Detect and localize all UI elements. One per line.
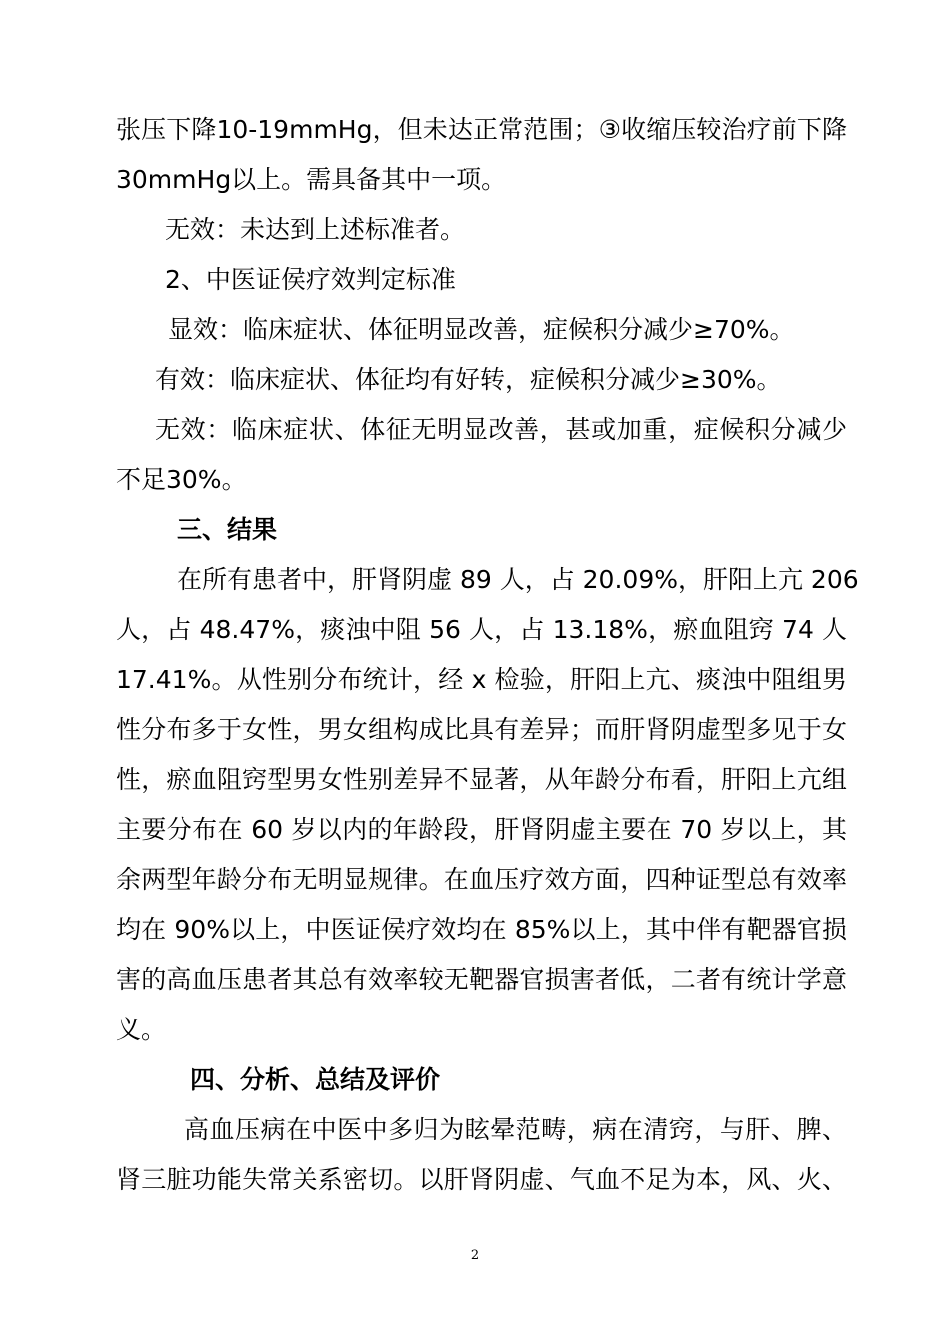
- text-line: 肾三脏功能失常关系密切。以肝肾阴虚、气血不足为本，风、火、: [116, 1165, 847, 1194]
- text-line: 性，瘀血阻窍型男女性别差异不显著，从年龄分布看，肝阳上亢组: [116, 765, 847, 794]
- text-line: 30mmHg以上。需具备其中一项。: [116, 165, 507, 194]
- text-line: 害的高血压患者其总有效率较无靶器官损害者低，二者有统计学意: [116, 965, 847, 994]
- text-line: 不足30%。: [116, 465, 247, 494]
- text-line: 性分布多于女性，男女组构成比具有差异；而肝肾阴虚型多见于女: [116, 715, 847, 744]
- text-line: 显效：临床症状、体征明显改善，症候积分减少≥70%。: [168, 315, 795, 344]
- text-line: 义。: [116, 1015, 167, 1044]
- text-line: 余两型年龄分布无明显规律。在血压疗效方面，四种证型总有效率: [116, 865, 847, 894]
- text-line: 无效：未达到上述标准者。: [165, 215, 466, 244]
- text-line: 有效：临床症状、体征均有好转，症候积分减少≥30%。: [155, 365, 782, 394]
- text-line: 主要分布在 60 岁以内的年龄段，肝肾阴虚主要在 70 岁以上，其: [116, 815, 847, 844]
- section-subheading: 2、中医证侯疗效判定标准: [165, 265, 456, 294]
- section-heading: 三、结果: [177, 515, 278, 544]
- text-line: 无效：临床症状、体征无明显改善，甚或加重，症候积分减少: [155, 415, 847, 444]
- page-number: 2: [470, 1248, 480, 1263]
- text-line: 17.41%。从性别分布统计，经 x 检验，肝阳上亢、痰浊中阻组男: [116, 665, 847, 694]
- section-heading: 四、分析、总结及评价: [190, 1065, 441, 1094]
- text-line: 高血压病在中医中多归为眩晕范畴，病在清窍，与肝、脾、: [184, 1115, 847, 1144]
- text-line: 人，占 48.47%，痰浊中阻 56 人，占 13.18%，瘀血阻窍 74 人: [116, 615, 847, 644]
- text-line: 在所有患者中，肝肾阴虚 89 人，占 20.09%，肝阳上亢 206: [177, 565, 859, 594]
- text-line: 均在 90%以上，中医证侯疗效均在 85%以上，其中伴有靶器官损: [116, 915, 847, 944]
- text-line: 张压下降10-19mmHg，但未达正常范围；③收缩压较治疗前下降: [116, 115, 847, 144]
